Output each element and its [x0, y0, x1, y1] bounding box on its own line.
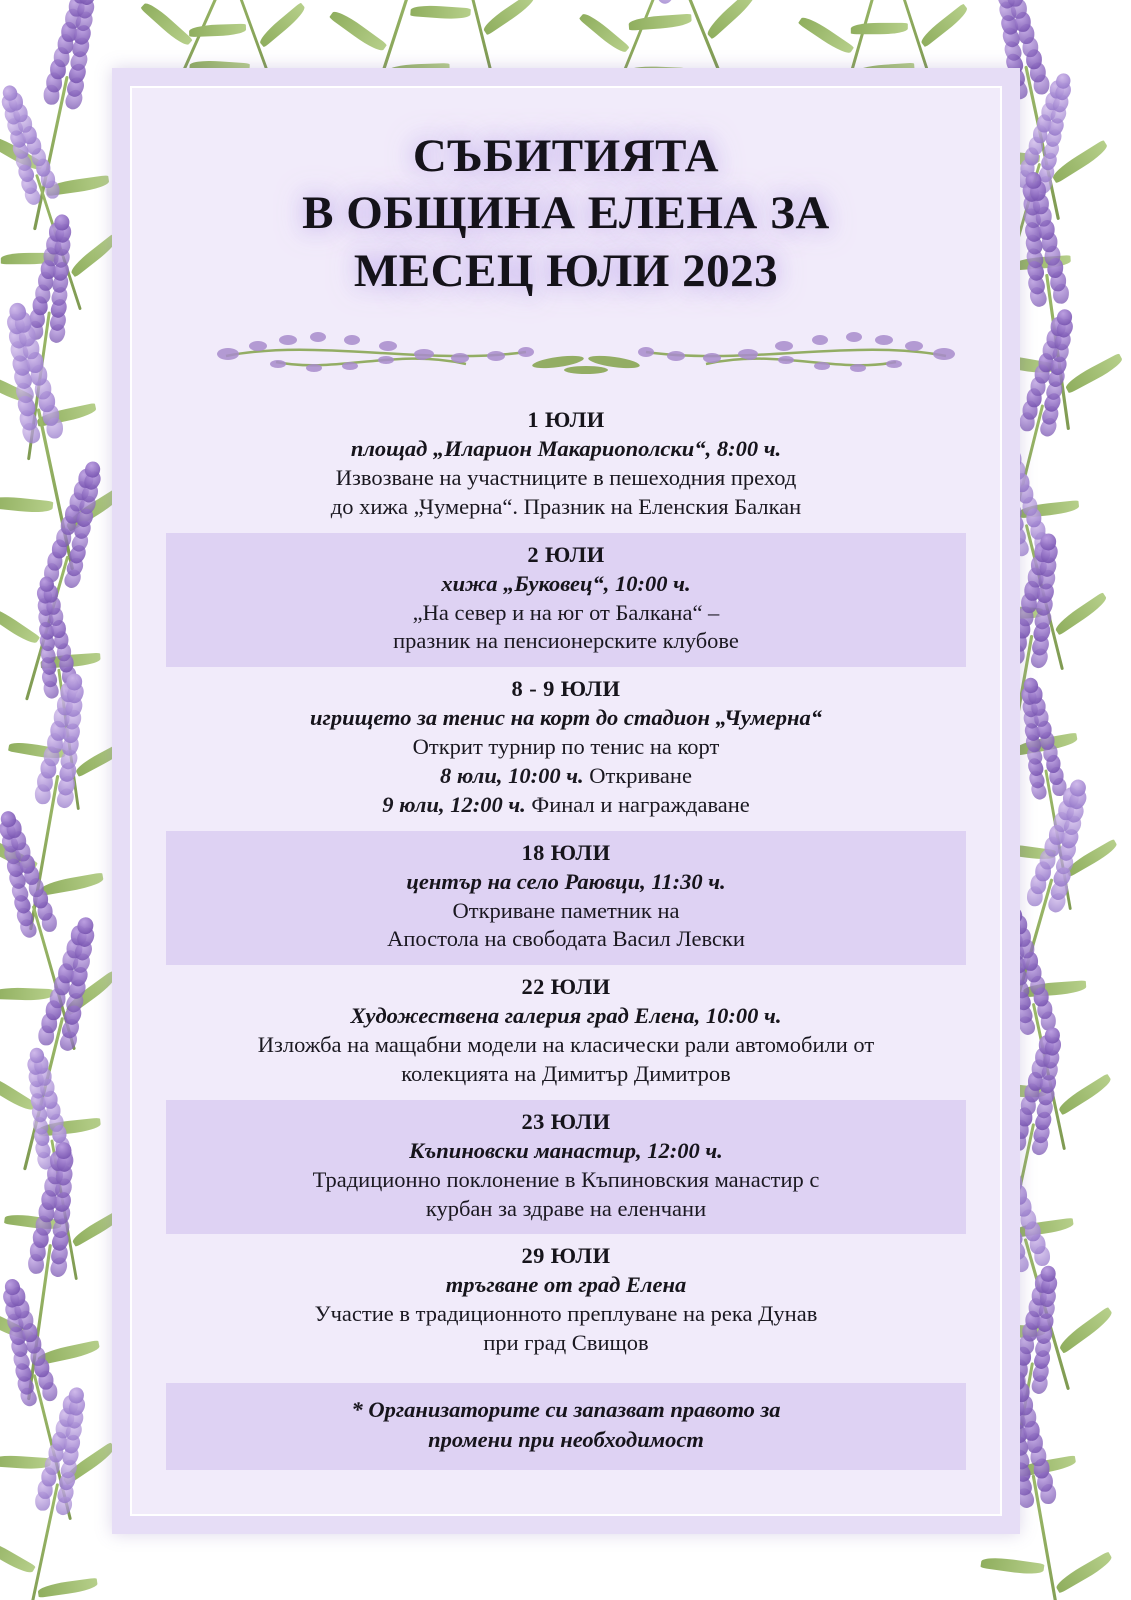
event-place: център на село Раювци, 11:30 ч. — [406, 868, 726, 894]
lavender-divider-icon — [166, 304, 966, 396]
event-description-line: Традиционно поклонение в Къпиновския манастир с — [312, 1166, 820, 1192]
event-item — [166, 1100, 966, 1235]
event-description-line: Апостола на свободата Васил Левски — [387, 926, 745, 952]
note-line-1: * Организаторите си запазват правото за — [351, 1396, 781, 1422]
event-subline-time: 9 юли, 12:00 ч. — [382, 791, 526, 817]
event-description-line: до хижа „Чумерна“. Празник на Еленския Балкан — [330, 493, 802, 519]
event-place: Къпиновски манастир, 12:00 ч. — [409, 1137, 723, 1163]
poster-frame-inner — [130, 86, 1002, 1516]
lavender-sprig-icon — [23, 553, 96, 812]
event-subline-text: Откриване — [583, 762, 692, 788]
event-place: хижа „Буковец“, 10:00 ч. — [441, 570, 691, 596]
event-date: 18 ЮЛИ — [521, 839, 611, 865]
title-line-1: СЪБИТИЯТА — [412, 130, 720, 182]
lavender-sprig-icon — [405, 0, 509, 75]
title-line-2: В ОБЩИНА ЕЛЕНА ЗА — [302, 187, 830, 240]
event-subline — [176, 791, 956, 820]
event-item — [166, 533, 966, 668]
event-description-line: Открит турнир по тенис на корт — [412, 734, 720, 760]
event-item — [166, 398, 966, 533]
event-date: 8 - 9 ЮЛИ — [511, 676, 621, 702]
event-item — [166, 965, 966, 1100]
disclaimer-note — [166, 1383, 966, 1470]
event-place: тръгване от град Елена — [445, 1272, 687, 1298]
poster-content — [132, 88, 1000, 1514]
event-description-line: „На север и на юг от Балкана“ – — [412, 599, 720, 625]
lavender-sprig-icon — [13, 1024, 95, 1283]
event-description-line: курбан за здраве на еленчани — [425, 1195, 707, 1221]
event-description-line: при град Свищов — [483, 1330, 649, 1356]
lavender-sprig-icon — [0, 275, 94, 575]
event-subline-time: 8 юли, 10:00 ч. — [440, 762, 584, 788]
lavender-sprig-icon — [4, 890, 113, 1175]
events-list — [166, 398, 966, 1369]
title-line-3: МЕСЕЦ ЮЛИ 2023 — [353, 244, 779, 297]
event-description-line: Изложба на мащабни модели на класически рали автомобили от — [257, 1032, 875, 1058]
lavender-sprig-icon — [8, 190, 85, 463]
event-description-line: Откриване паметник на — [452, 897, 680, 923]
event-date: 23 ЮЛИ — [521, 1108, 611, 1134]
event-subline-text: Финал и награждаване — [525, 791, 750, 817]
lavender-sprig-icon — [7, 1116, 88, 1403]
event-description-line: Участие в традиционното преплуване на река Дунав — [314, 1301, 818, 1327]
lavender-sprig-icon — [7, 435, 120, 706]
page-title — [166, 128, 966, 300]
lavender-sprig-icon — [0, 60, 98, 316]
event-date: 29 ЮЛИ — [521, 1243, 611, 1269]
event-description-line: Извозване на участниците в пешеходния преход — [335, 464, 797, 490]
lavender-sprig-icon — [13, 0, 113, 234]
note-line-2: промени при необходимост — [428, 1427, 704, 1453]
lavender-sprig-icon — [6, 1362, 101, 1600]
event-item — [166, 1234, 966, 1369]
lavender-sprig-icon — [0, 1253, 89, 1525]
event-place: Художествена галерия град Елена, 10:00 ч. — [350, 1003, 782, 1029]
lavender-sprig-icon — [0, 785, 93, 1056]
event-description-line: празник на пенсионерските клубове — [393, 628, 739, 654]
event-place: площад „Иларион Макариополски“, 8:00 ч. — [350, 435, 782, 461]
event-date: 22 ЮЛИ — [521, 974, 611, 1000]
event-item — [166, 831, 966, 966]
event-item — [166, 667, 966, 830]
poster-frame — [112, 68, 1020, 1534]
event-subline — [176, 762, 956, 791]
event-place: игрището за тенис на корт до стадион „Чумерна“ — [310, 705, 822, 731]
event-date: 1 ЮЛИ — [527, 406, 605, 432]
event-description-line: колекцията на Димитър Димитров — [401, 1060, 731, 1086]
event-date: 2 ЮЛИ — [527, 541, 605, 567]
lavender-sprig-icon — [9, 647, 100, 933]
